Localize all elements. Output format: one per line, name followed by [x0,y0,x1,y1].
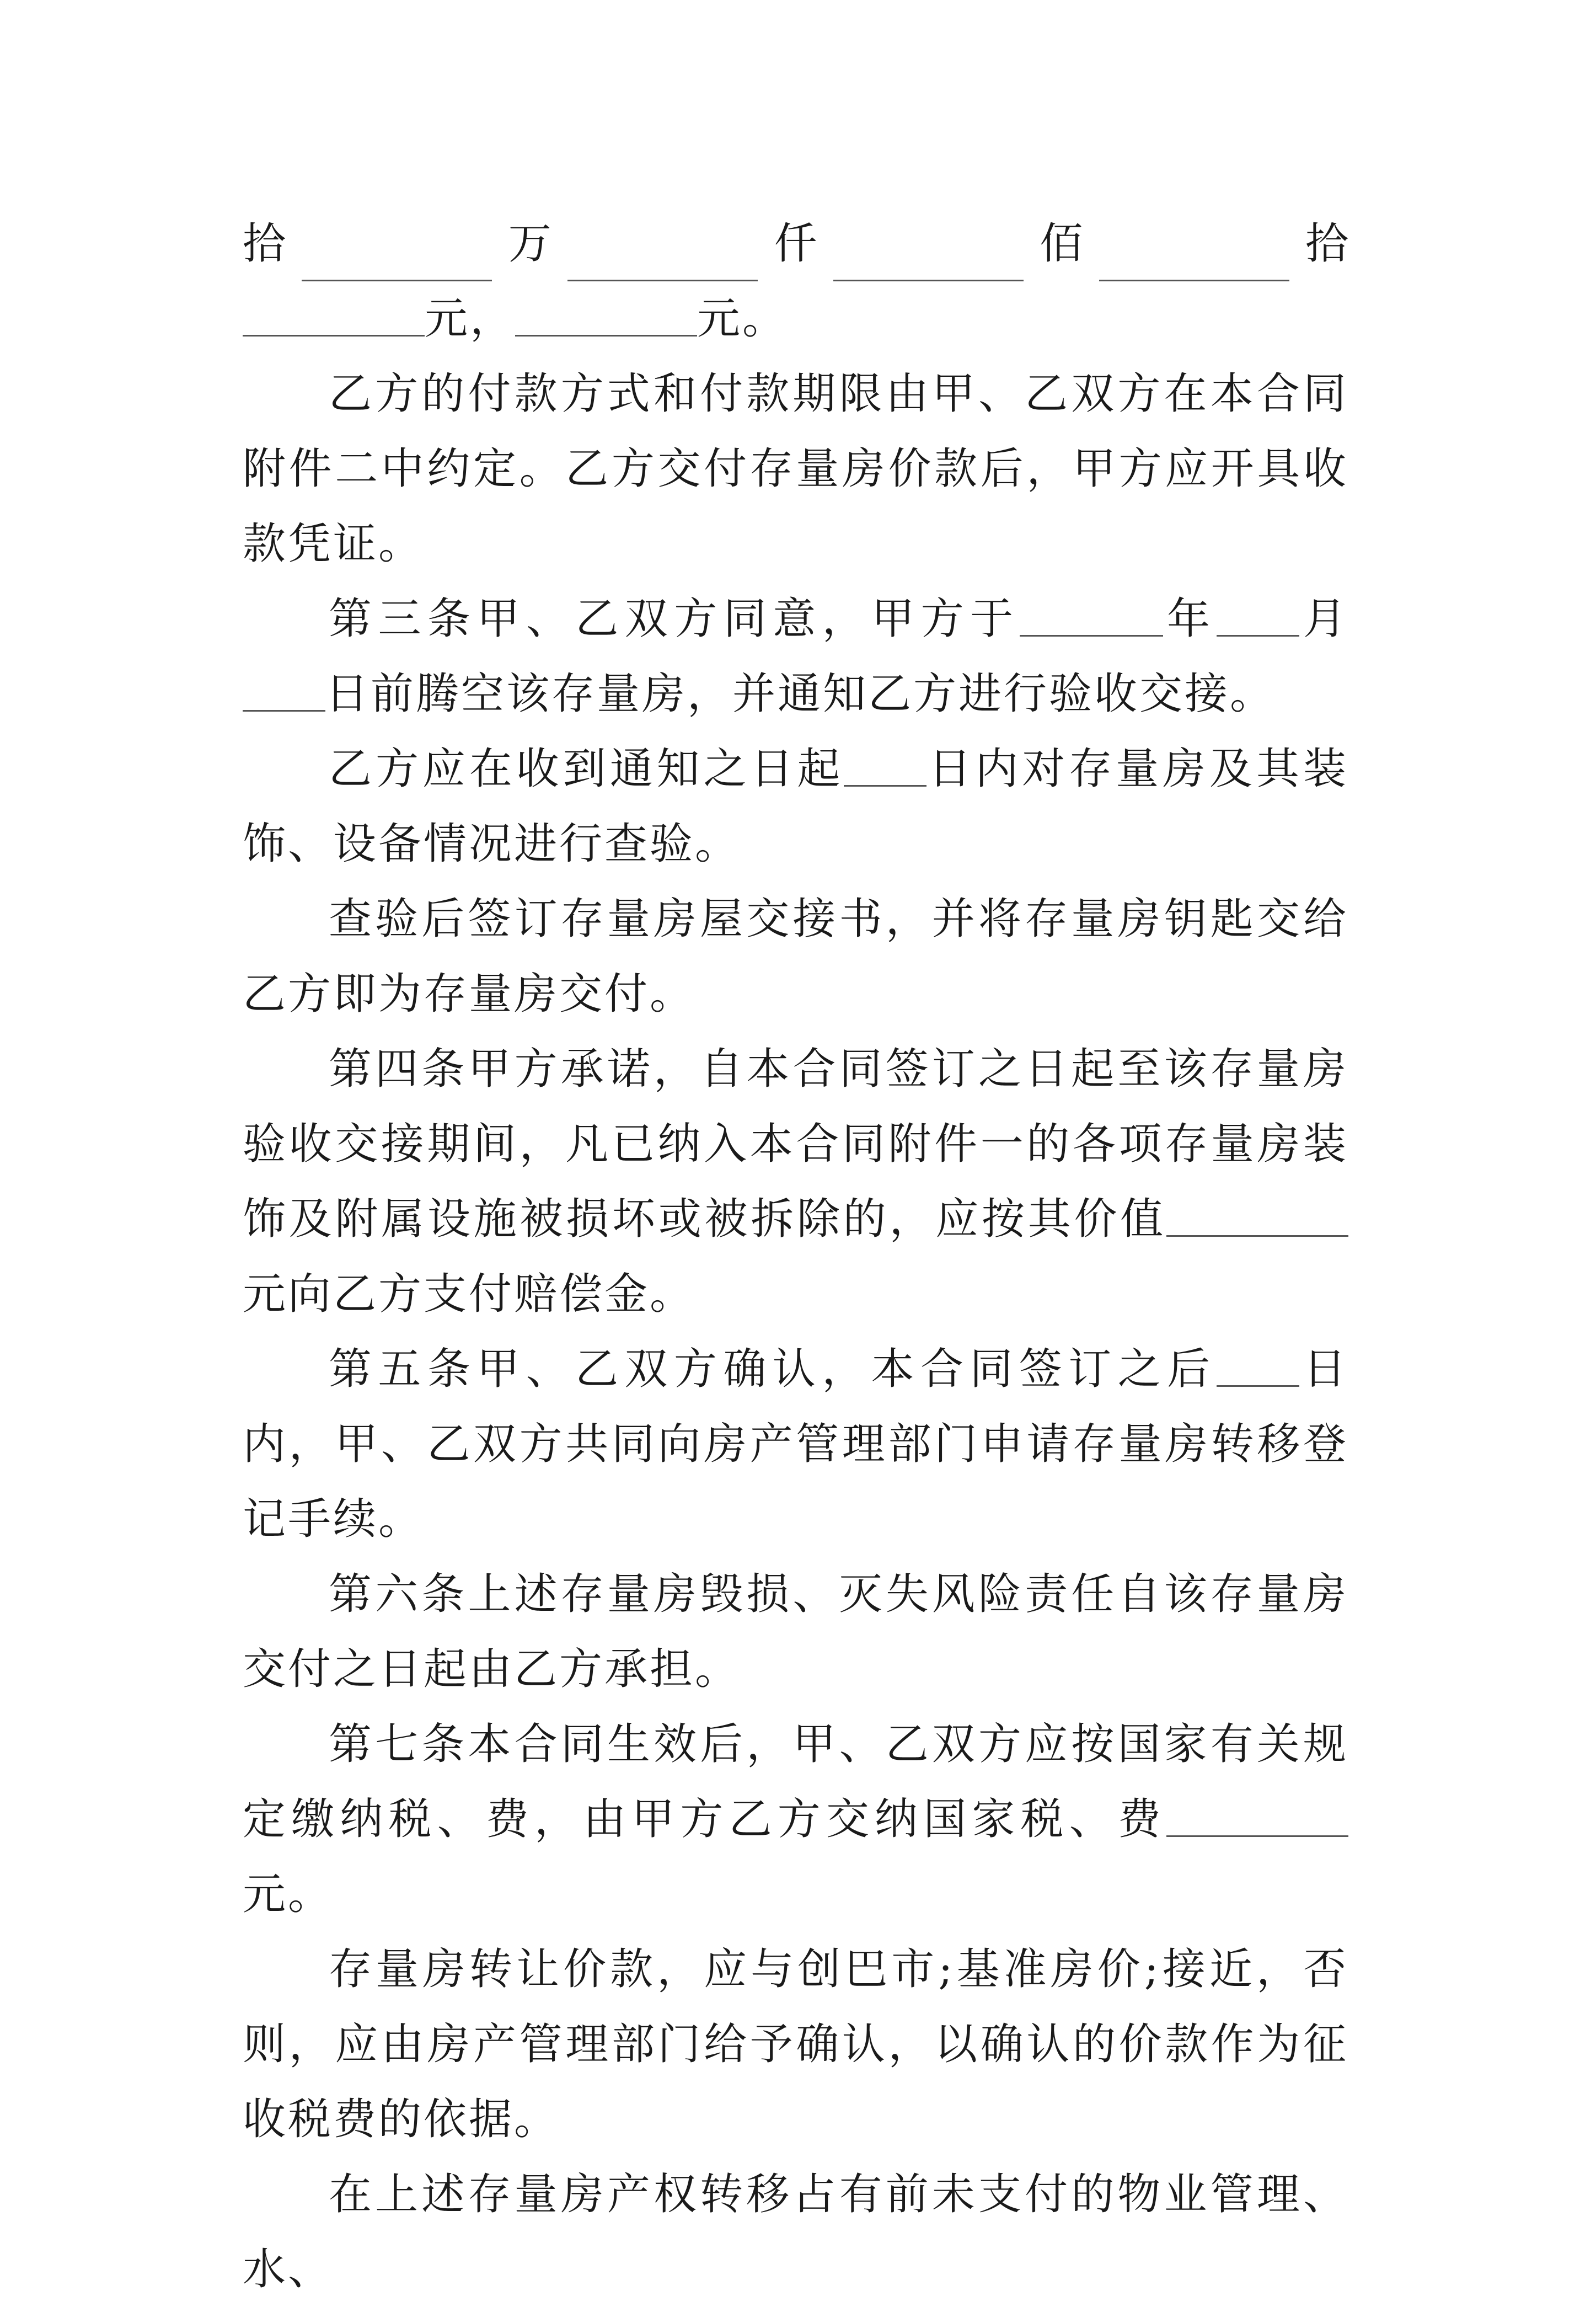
paragraph-price-basis: 存量房转让价款，应与创巴市;基准房价;接近，否则，应由房产管理部门给予确认，以确认的价款作为征收税费的依据。 [243,1945,1348,2144]
paragraph-handover: 查验后签订存量房屋交接书，并将存量房钥匙交给乙方即为存量房交付。 [243,894,1348,1019]
amount-line-2 [243,281,1348,356]
paragraph-property-fees: 在上述存量房产权转移占有前未支付的物业管理、水、 [243,2170,1348,2294]
inspection-text-2: 日内对存量房及其装饰、设备情况进行查验。 [243,744,1348,869]
article-3-text: 第三条甲、乙双方同意，甲方于 [329,594,1020,644]
article-5-text: 第五条甲、乙双方确认，本合同签订之后 [329,1344,1217,1394]
month-blank[interactable] [1217,592,1299,637]
paragraph-article-3 [243,581,1348,731]
unit-wan: 万 [508,219,551,269]
days-blank[interactable] [844,742,926,787]
yuan-label-2: 元。 [697,294,788,344]
year-label: 年 [1163,594,1217,644]
article-4-text-2: 元向乙方支付赔偿金。 [243,1269,695,1319]
days-blank[interactable] [1217,1342,1299,1387]
amount-blank[interactable] [833,237,1024,281]
amount-blank[interactable] [567,237,758,281]
unit-bai: 佰 [1040,219,1083,269]
paragraph-article-7 [243,1707,1348,1932]
amount-blank[interactable] [302,237,492,281]
article-5-text-2: 日内，甲、乙双方共同向房产管理部门申请存量房转移登记手续。 [243,1344,1348,1544]
compensation-blank[interactable] [1166,1192,1348,1237]
paragraph-article-4 [243,1032,1348,1332]
paragraph-payment-terms: 乙方的付款方式和付款期限由甲、乙双方在本合同附件二中约定。乙方交付存量房价款后，甲方应开具收款凭证。 [243,369,1348,569]
article-7-text: 第七条本合同生效后，甲、乙双方应按国家有关规定缴纳税、费，由甲方乙方交纳国家税、费 [243,1719,1348,1844]
article-4-text: 第四条甲方承诺，自本合同签订之日起至该存量房验收交接期间，凡已纳入本合同附件一的各项存量房装饰及附属设施被损坏或被拆除的，应按其价值 [243,1044,1348,1244]
document-body [243,206,1348,2307]
article-7-text-2: 元。 [243,1870,334,1919]
yuan-label-1: 元， [425,294,516,344]
amount-blank[interactable] [243,292,425,337]
inspection-text: 乙方应在收到通知之日起 [329,744,844,794]
tax-blank[interactable] [1166,1792,1348,1837]
paragraph-inspection [243,731,1348,882]
paragraph-article-6: 第六条上述存量房毁损、灭失风险责任自该存量房交付之日起由乙方承担。 [243,1569,1348,1694]
year-blank[interactable] [1020,592,1163,637]
paragraph-article-5 [243,1332,1348,1557]
day-blank[interactable] [243,667,325,712]
amount-blank[interactable] [1099,237,1289,281]
article-3-text-2: 日前腾空该存量房，并通知乙方进行验收交接。 [325,669,1276,719]
unit-qian: 仟 [774,219,817,269]
unit-shi-2: 拾 [1305,219,1348,269]
amount-units-row [243,206,1348,281]
amount-blank[interactable] [515,292,697,337]
month-label: 月 [1299,594,1348,644]
unit-shi: 拾 [243,219,286,269]
